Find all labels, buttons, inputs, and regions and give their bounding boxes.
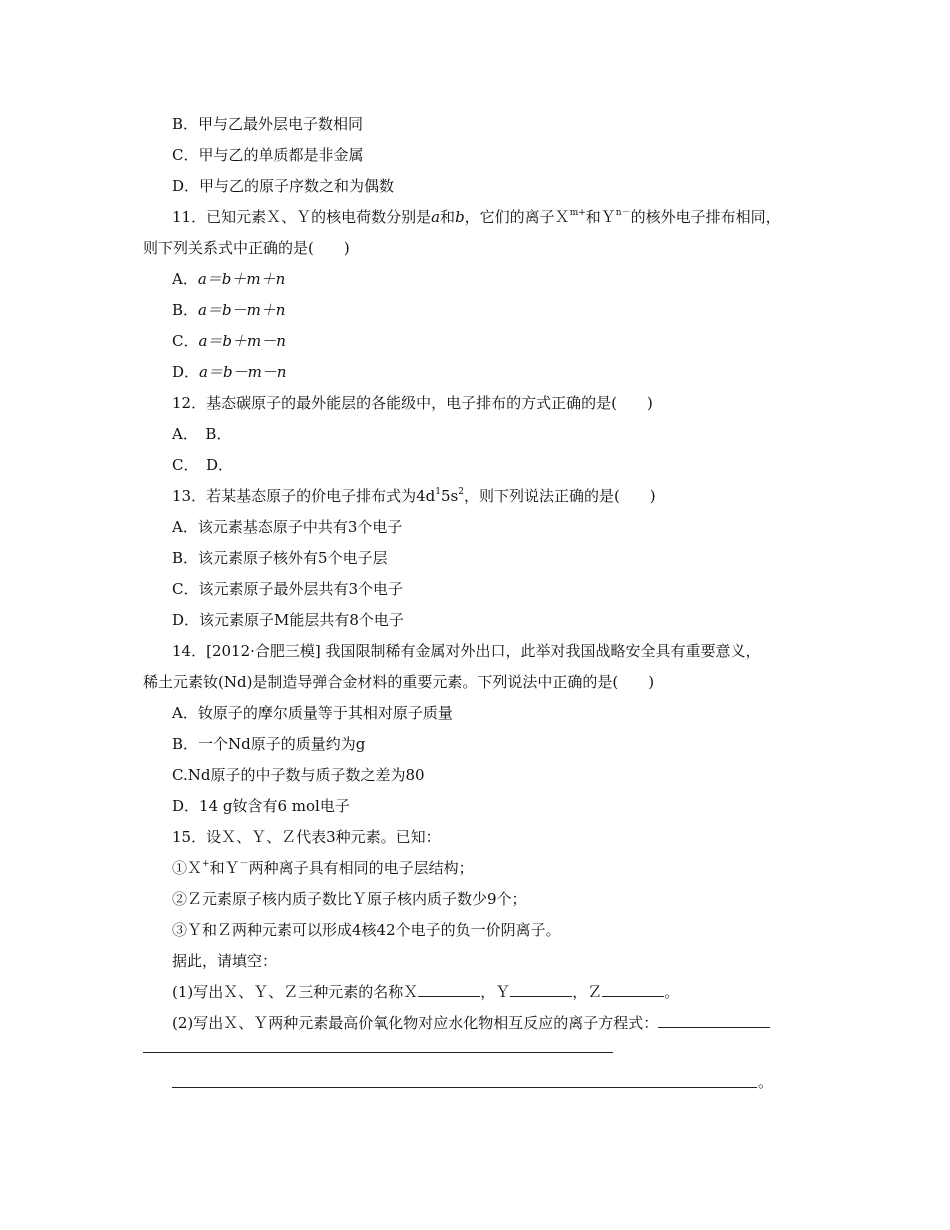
q15-stem: 15．设Ｘ、Ｙ、Ｚ代表3种元素。已知： xyxy=(172,828,441,846)
q13-option-b: B．该元素原子核外有5个电子层 xyxy=(172,549,388,567)
period-mark: 。 xyxy=(758,1073,774,1091)
answer-blank-z[interactable] xyxy=(602,982,664,997)
q13-option-a: A．该元素基态原子中共有3个电子 xyxy=(172,518,403,536)
superscript: n－ xyxy=(615,208,631,218)
q14-option-b: B．一个Nd原子的质量约为g xyxy=(172,735,366,753)
q10-option-d: D．甲与乙的原子序数之和为偶数 xyxy=(172,177,395,195)
q13-option-d: D．该元素原子M能层共有8个电子 xyxy=(172,611,404,629)
q12-stem: 12．基态碳原子的最外能层的各能级中，电子排布的方式正确的是( ) xyxy=(172,394,653,412)
superscript: 2 xyxy=(458,487,464,497)
q11-option-d: D．a＝b－m－n xyxy=(172,363,287,381)
q15-part-1: (1)写出Ｘ、Ｙ、Ｚ三种元素的名称Ｘ ，Ｙ ，Ｚ 。 xyxy=(172,983,680,1001)
answer-line[interactable] xyxy=(172,1087,757,1088)
q10-option-c: C．甲与乙的单质都是非金属 xyxy=(172,146,364,164)
q15-condition-1: ①Ｘ+和Ｙ－两种离子具有相同的电子层结构； xyxy=(172,859,474,877)
q10-option-b: B．甲与乙最外层电子数相同 xyxy=(172,115,364,133)
q13-option-c: C．该元素原子最外层共有3个电子 xyxy=(172,580,404,598)
q11-stem: 11．已知元素Ｘ、Ｙ的核电荷数分别是a和b，它们的离子Ｘ$^{m+}$和Ｙ$^{n-}$的核外电子排布相同， xyxy=(172,208,781,226)
q12-options-cd: C． D． xyxy=(172,456,234,474)
q14-option-d: D．14 g钕含有6 mol电子 xyxy=(172,797,350,815)
answer-blank-y[interactable] xyxy=(510,982,572,997)
q15-condition-3: ③Ｙ和Ｚ两种元素可以形成4核42个电子的负一价阴离子。 xyxy=(172,921,561,939)
answer-blank-x[interactable] xyxy=(418,982,480,997)
q13-stem: 13．若某基态原子的价电子排布式为$4d^15s^2$，则下列说法正确的是( ) xyxy=(172,487,656,505)
q15-condition-2: ②Ｚ元素原子核内质子数比Ｙ原子核内质子数少9个； xyxy=(172,890,527,908)
q14-option-a: A．钕原子的摩尔质量等于其相对原子质量 xyxy=(172,704,453,722)
q12-options-ab: A． B． xyxy=(172,425,232,443)
q15-part-2: (2)写出Ｘ、Ｙ两种元素最高价氧化物对应水化物相互反应的离子方程式： xyxy=(172,1013,770,1033)
q15-fill-instruction: 据此，请填空： xyxy=(172,952,278,970)
q11-stem-line2: 则下列关系式中正确的是( ) xyxy=(143,239,350,257)
answer-blank-equation[interactable] xyxy=(658,1013,770,1028)
superscript: 1 xyxy=(435,487,441,497)
q11-option-c: C．a＝b＋m－n xyxy=(172,332,286,350)
superscript: + xyxy=(202,859,210,869)
q14-option-c: C.Nd原子的中子数与质子数之差为80 xyxy=(172,766,425,784)
superscript: － xyxy=(239,859,249,869)
answer-line[interactable] xyxy=(143,1052,613,1053)
q11-option-b: B．a＝b－m＋n xyxy=(172,301,286,319)
q14-stem: 14．[2012·合肥三模] 我国限制稀有金属对外出口，此举对我国战略安全具有重要意义， xyxy=(172,642,761,660)
superscript: m+ xyxy=(569,208,586,218)
q11-option-a: A．a＝b＋m＋n xyxy=(172,270,286,288)
q14-stem-line2: 稀土元素钕(Nd)是制造导弹合金材料的重要元素。下列说法中正确的是( ) xyxy=(143,673,655,691)
